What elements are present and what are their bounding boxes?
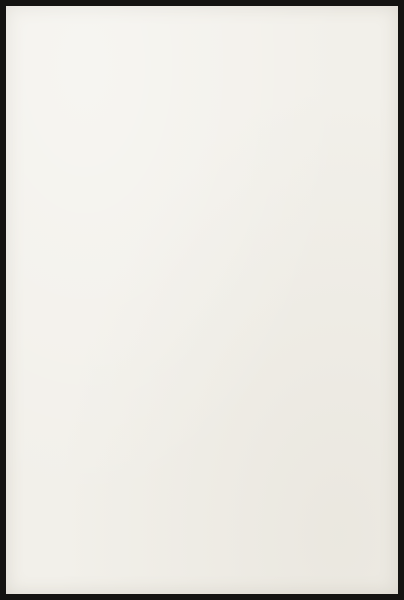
text-line [42,397,378,417]
text-line [42,495,378,515]
text-line [42,44,378,64]
text-line [42,455,378,475]
text-line [42,534,378,554]
page-body [42,44,378,553]
text-line [42,377,378,397]
text-line [42,299,378,319]
text-line [42,142,378,162]
text-line [42,201,378,221]
text-line [42,475,378,495]
typewritten-page [6,6,398,594]
text-line [42,64,378,84]
text-line [42,260,378,280]
text-line [42,122,378,142]
text-line [42,436,378,456]
text-line [42,162,378,182]
text-line [42,279,378,299]
text-line [42,514,378,534]
text-line [42,358,378,378]
text-line [42,83,378,103]
text-line [42,338,378,358]
text-line [42,181,378,201]
text-line [42,318,378,338]
text-line [42,220,378,240]
text-line [42,240,378,260]
text-line [42,103,378,123]
text-line [42,416,378,436]
